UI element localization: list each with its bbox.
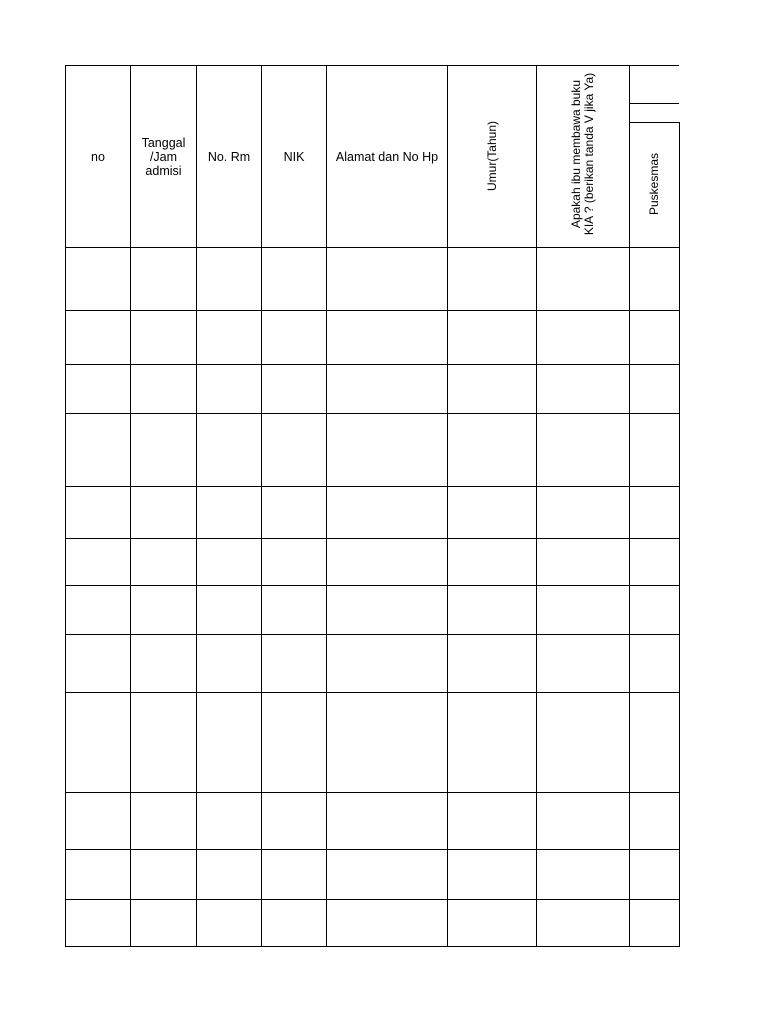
row-divider xyxy=(65,486,679,487)
header-buku-kia: Apakah ibu membawa buku KIA ? (berikan tanda V jika Ya) xyxy=(569,72,596,236)
row-divider xyxy=(65,585,679,586)
row-divider xyxy=(65,413,679,414)
column-divider xyxy=(536,65,537,947)
header-umur-tahun: Umur(Tahun) xyxy=(484,120,499,192)
row-divider xyxy=(65,634,679,635)
row-divider xyxy=(65,364,679,365)
row-divider xyxy=(65,899,679,900)
row-divider xyxy=(65,849,679,850)
subheader-line xyxy=(629,122,679,123)
row-divider xyxy=(65,247,679,248)
column-divider xyxy=(447,65,448,947)
row-divider xyxy=(65,538,679,539)
header-no: no xyxy=(91,149,105,164)
subheader-line xyxy=(629,103,679,104)
header-nik: NIK xyxy=(283,149,305,164)
table-border-bottom xyxy=(65,946,679,947)
header-puskesmas: Puskesmas xyxy=(646,152,661,216)
header-no-rm: No. Rm xyxy=(207,149,251,164)
header-tanggal-jam-admisi: Tanggal /Jam admisi xyxy=(141,135,186,178)
header-alamat-no-hp: Alamat dan No Hp xyxy=(335,149,439,164)
column-divider xyxy=(629,65,630,947)
row-divider xyxy=(65,692,679,693)
table-border-right xyxy=(679,122,680,947)
row-divider xyxy=(65,792,679,793)
row-divider xyxy=(65,310,679,311)
